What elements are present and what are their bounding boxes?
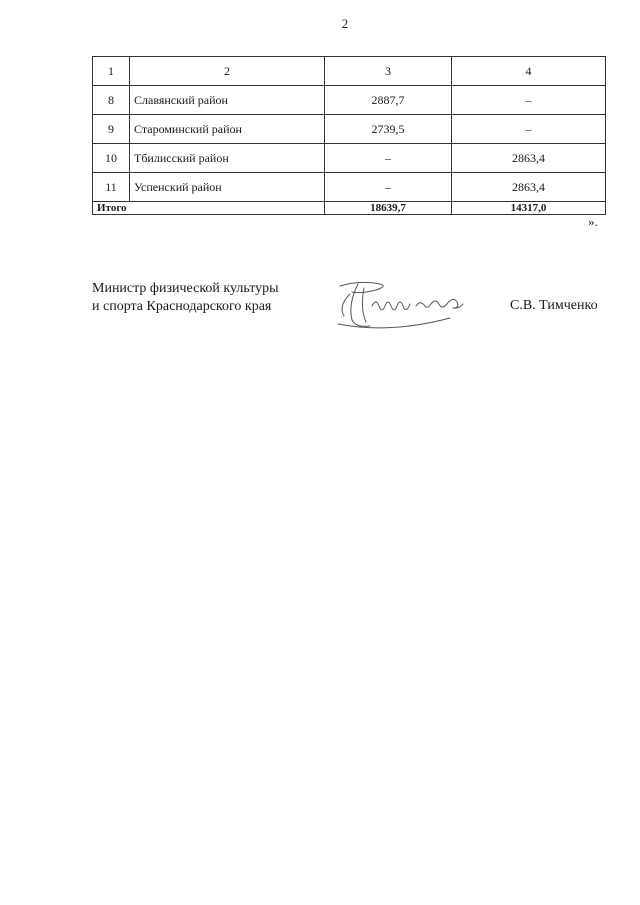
row-number: 8 bbox=[93, 86, 130, 115]
row-number: 10 bbox=[93, 144, 130, 173]
header-cell-4: 4 bbox=[452, 57, 606, 86]
closing-quote-mark: ». bbox=[588, 214, 598, 229]
row-value-col3: – bbox=[325, 173, 452, 202]
table-total-row bbox=[93, 202, 606, 215]
table-row bbox=[93, 173, 606, 202]
data-table bbox=[92, 56, 606, 215]
row-number: 11 bbox=[93, 173, 130, 202]
position-line-2: и спорта Краснодарского края bbox=[92, 299, 272, 314]
row-value-col3: 2887,7 bbox=[325, 86, 452, 115]
header-cell-1: 1 bbox=[93, 57, 130, 86]
row-district-name: Тбилисский район bbox=[130, 144, 325, 173]
header-cell-3: 3 bbox=[325, 57, 452, 86]
page-number: 2 bbox=[341, 16, 349, 31]
table-row bbox=[93, 144, 606, 173]
total-label: Итого bbox=[93, 202, 325, 215]
row-value-col4: – bbox=[452, 115, 606, 144]
signer-name: С.В. Тимченко bbox=[510, 298, 598, 313]
row-value-col3: – bbox=[325, 144, 452, 173]
handwritten-signature-icon bbox=[330, 276, 490, 336]
row-district-name: Славянский район bbox=[130, 86, 325, 115]
table-row bbox=[93, 115, 606, 144]
header-cell-2: 2 bbox=[130, 57, 325, 86]
row-value-col4: – bbox=[452, 86, 606, 115]
row-value-col4: 2863,4 bbox=[452, 144, 606, 173]
position-line-1: Министр физической культуры bbox=[92, 281, 279, 296]
total-value-col3: 18639,7 bbox=[325, 202, 452, 215]
table-row bbox=[93, 86, 606, 115]
row-number: 9 bbox=[93, 115, 130, 144]
row-value-col4: 2863,4 bbox=[452, 173, 606, 202]
signatory-position bbox=[92, 280, 279, 316]
total-value-col4: 14317,0 bbox=[452, 202, 606, 215]
row-district-name: Успенский район bbox=[130, 173, 325, 202]
row-district-name: Староминский район bbox=[130, 115, 325, 144]
row-value-col3: 2739,5 bbox=[325, 115, 452, 144]
table-header-row bbox=[93, 57, 606, 86]
